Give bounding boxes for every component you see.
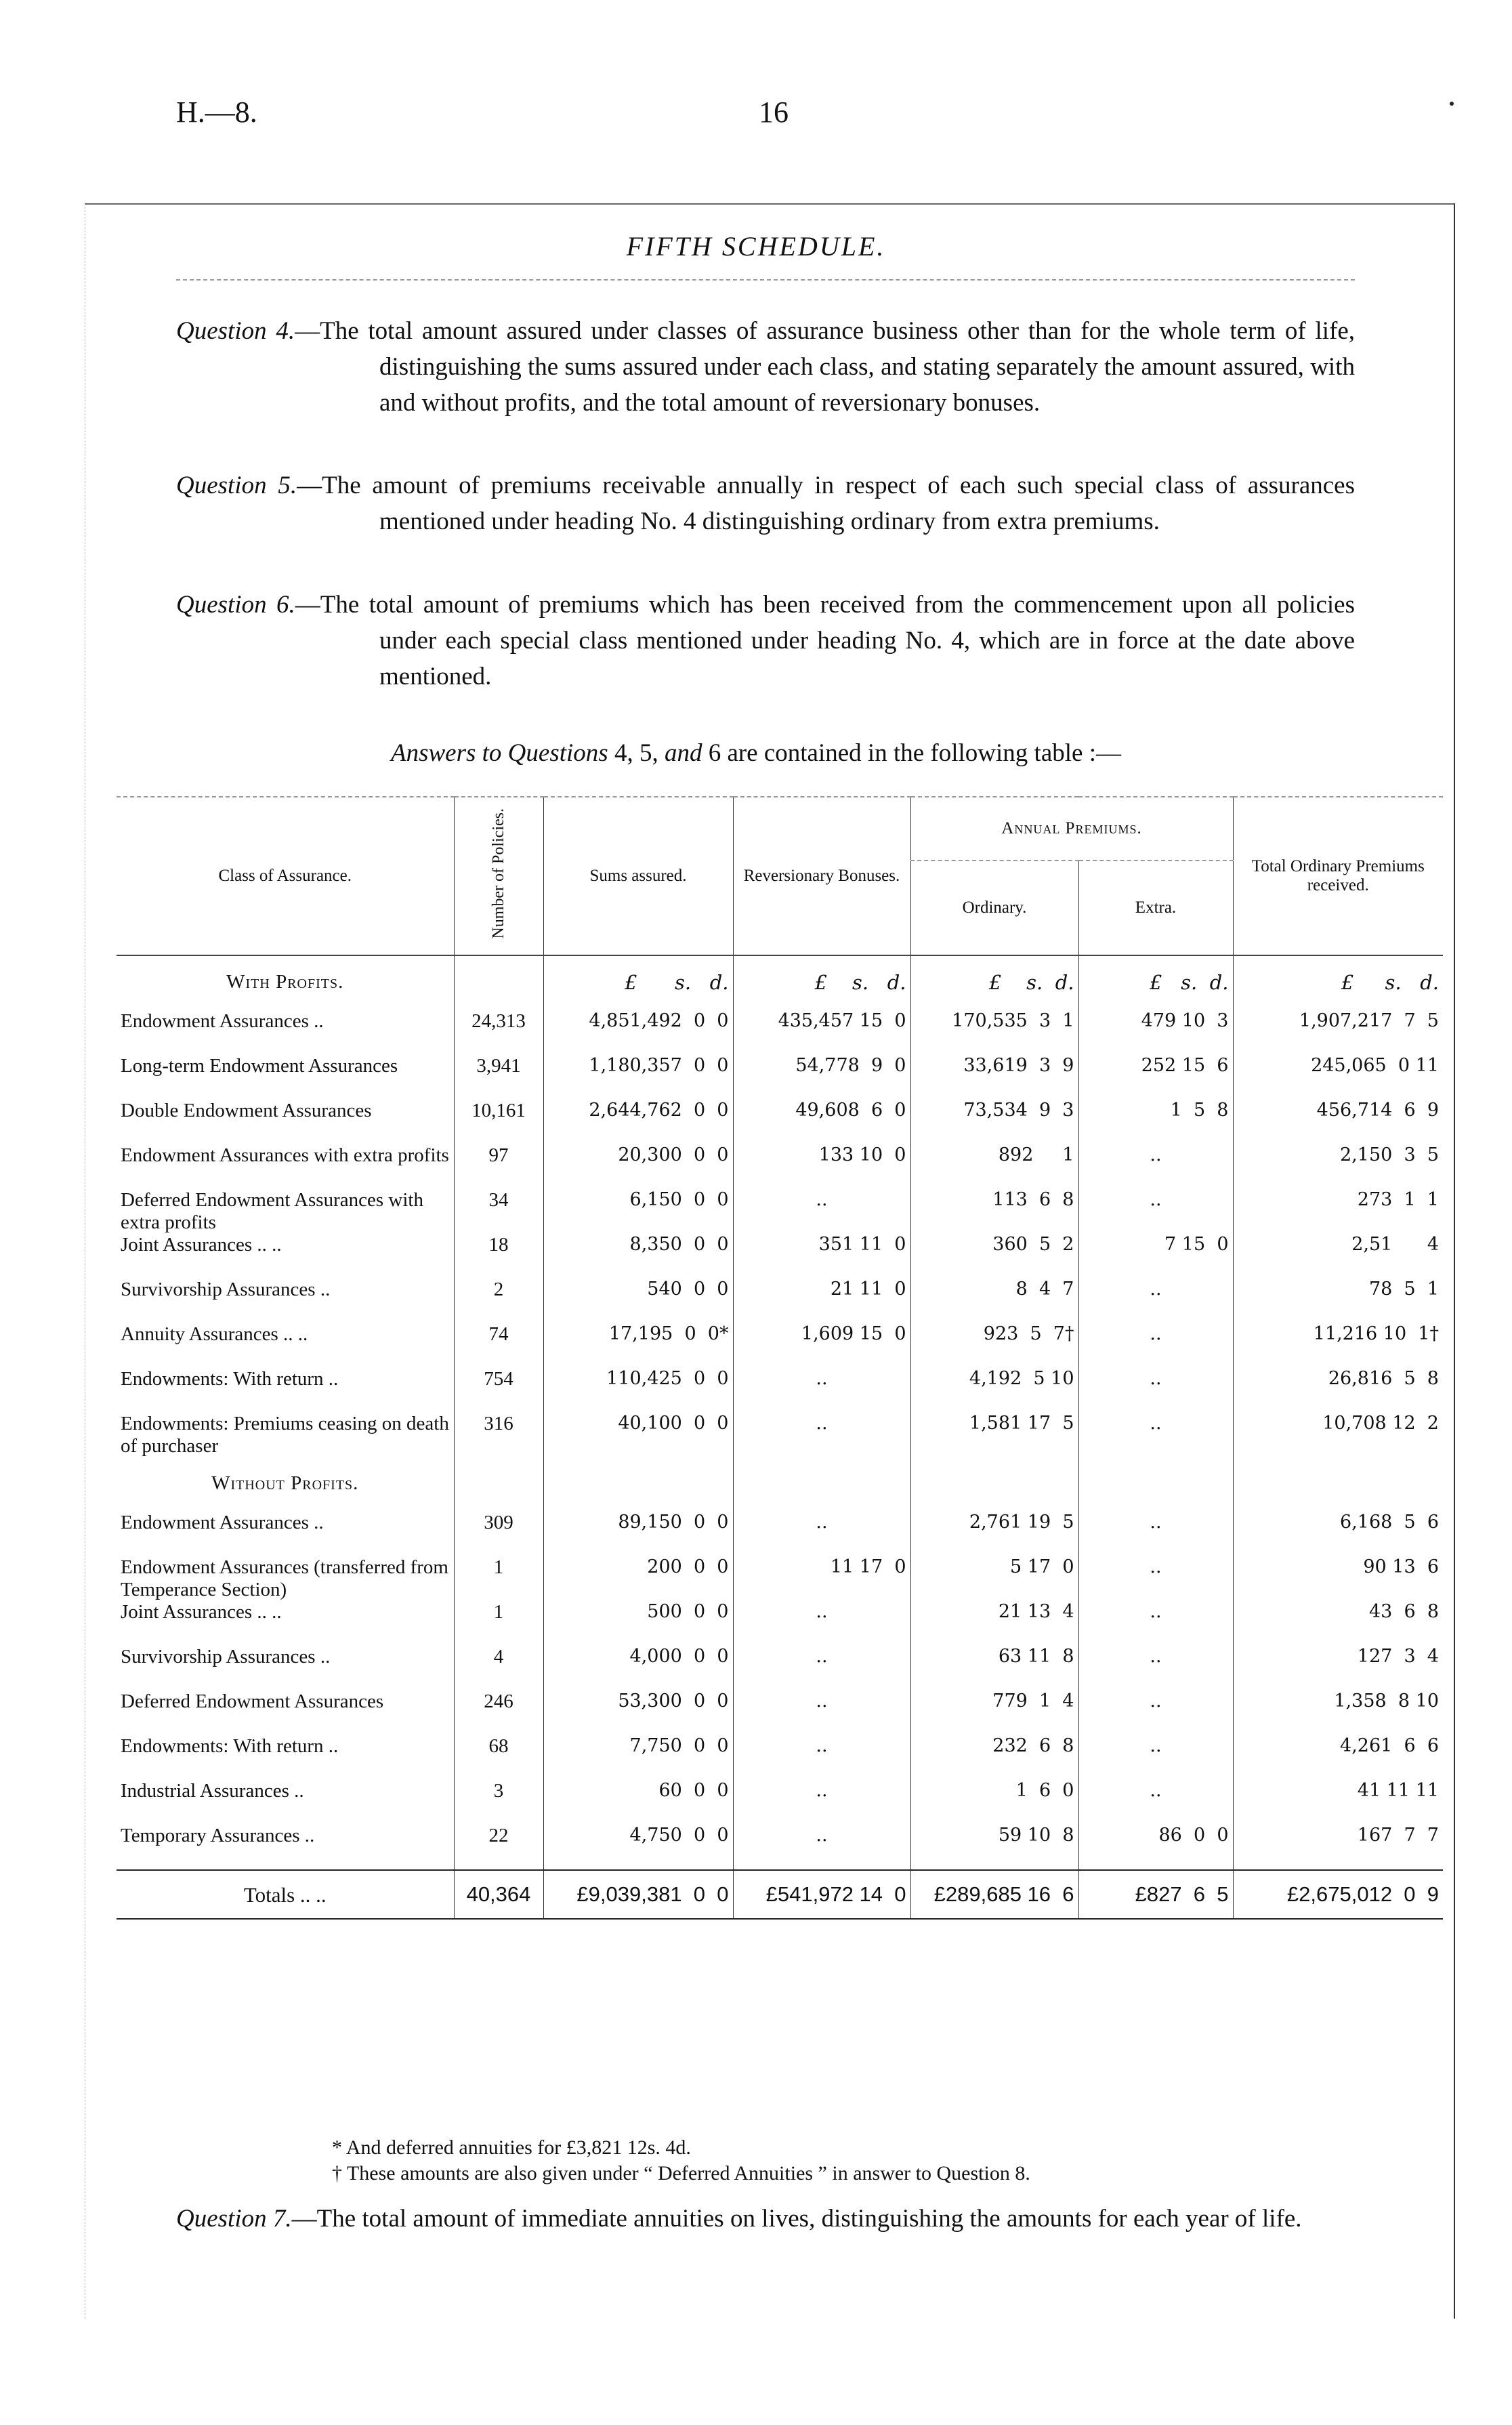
class-cell: Joint Assurances .. .. [121, 1601, 282, 1623]
bonus-cell: .. [733, 1368, 910, 1413]
sums-cell: 500 0 0 [543, 1601, 733, 1646]
extra-cell: .. [1078, 1512, 1233, 1556]
assurance-table [117, 796, 1443, 1920]
without-profits-rows [117, 1512, 1443, 1870]
table-row [117, 1780, 1443, 1825]
ordinary-cell: 21 13 4 [910, 1601, 1078, 1646]
unit-s: s. [852, 971, 869, 994]
total-cell: 127 3 4 [1233, 1646, 1443, 1691]
schedule-title: FIFTH SCHEDULE. [626, 231, 886, 262]
policies-cell: 309 [454, 1512, 543, 1556]
policies-cell: 18 [454, 1234, 543, 1279]
question-text: —The total amount of immediate annuities on lives, distinguishing the amounts for each year of life. [291, 2205, 1302, 2233]
ordinary-cell: 779 1 4 [910, 1691, 1078, 1735]
question-text: —The total amount of premiums which has been received from the commencement upon all policies under each special class mentioned under heading No. 4, which are in force at the date above mentioned. [295, 591, 1355, 690]
unit-pound: £ [625, 971, 637, 994]
table-row [117, 1735, 1443, 1780]
extra-cell: .. [1078, 1368, 1233, 1413]
table-row [117, 1055, 1443, 1100]
unit-pound: £ [1150, 971, 1162, 994]
ordinary-cell: 170,535 3 1 [910, 1010, 1078, 1055]
extra-cell: .. [1078, 1780, 1233, 1825]
totals-policies: 40,364 [454, 1870, 543, 1919]
class-cell: Endowment Assurances with extra profits [121, 1144, 449, 1166]
extra-cell: .. [1078, 1189, 1233, 1234]
question-label: Question 7. [176, 2205, 292, 2233]
sums-cell: 540 0 0 [543, 1279, 733, 1323]
intro-text: and [664, 739, 702, 767]
unit-s: s. [1385, 971, 1402, 994]
bonus-cell: 435,457 15 0 [733, 1010, 910, 1055]
header-class: Class of Assurance. [117, 797, 454, 955]
question-4 [176, 313, 1355, 421]
totals-total: £2,675,012 0 9 [1233, 1870, 1443, 1919]
total-cell: 1,358 8 10 [1233, 1691, 1443, 1735]
total-cell: 2,51 4 [1233, 1234, 1443, 1279]
totals-ordinary: £289,685 16 6 [910, 1870, 1078, 1919]
class-cell: Endowment Assurances .. [121, 1512, 324, 1533]
units [733, 955, 910, 1010]
table-row [117, 1100, 1443, 1144]
extra-cell: .. [1078, 1556, 1233, 1601]
ordinary-cell: 360 5 2 [910, 1234, 1078, 1279]
unit-d: d. [709, 971, 729, 994]
unit-s: s. [1181, 971, 1198, 994]
sums-cell: 4,851,492 0 0 [543, 1010, 733, 1055]
bonus-cell: .. [733, 1780, 910, 1825]
class-cell: Temporary Assurances .. [121, 1825, 315, 1846]
ordinary-cell: 1,581 17 5 [910, 1413, 1078, 1457]
section-with-profits [117, 955, 1443, 1010]
units [543, 955, 733, 1010]
class-cell: Long-term Endowment Assurances [121, 1055, 398, 1077]
speck-mark [1450, 102, 1454, 106]
table-row [117, 1144, 1443, 1189]
question-label: Question 6. [176, 591, 295, 619]
table-row [117, 1601, 1443, 1646]
total-cell: 11,216 10 1† [1233, 1323, 1443, 1368]
unit-d: d. [1209, 971, 1229, 994]
unit-d: d. [1420, 971, 1439, 994]
ordinary-cell: 892 1 [910, 1144, 1078, 1189]
total-cell: 4,261 6 6 [1233, 1735, 1443, 1780]
class-cell: Endowments: Premiums ceasing on death of purchaser [121, 1413, 449, 1457]
ordinary-cell: 5 17 0 [910, 1556, 1078, 1601]
unit-s: s. [674, 971, 692, 994]
bonus-cell: .. [733, 1512, 910, 1556]
extra-cell: 86 0 0 [1078, 1825, 1233, 1870]
totals-label: Totals .. .. [117, 1870, 454, 1919]
table-row [117, 1189, 1443, 1234]
policies-cell: 97 [454, 1144, 543, 1189]
extra-cell: 252 15 6 [1078, 1055, 1233, 1100]
footnote-dagger: † These amounts are also given under “ Deferred Annuities ” in answer to Question 8. [332, 2162, 1030, 2184]
section-label: Without Profits. [211, 1472, 359, 1494]
bonus-cell: 54,778 9 0 [733, 1055, 910, 1100]
sums-cell: 60 0 0 [543, 1780, 733, 1825]
sums-cell: 110,425 0 0 [543, 1368, 733, 1413]
policies-cell: 2 [454, 1279, 543, 1323]
units [1078, 955, 1233, 1010]
ordinary-cell: 8 4 7 [910, 1279, 1078, 1323]
units [1233, 955, 1443, 1010]
ordinary-cell: 63 11 8 [910, 1646, 1078, 1691]
policies-cell: 74 [454, 1323, 543, 1368]
title-rule [176, 279, 1355, 281]
class-cell: Survivorship Assurances .. [121, 1279, 331, 1300]
class-cell: Endowments: With return .. [121, 1368, 339, 1390]
class-cell: Joint Assurances .. .. [121, 1234, 282, 1256]
header-policies [454, 797, 543, 955]
total-cell: 90 13 6 [1233, 1556, 1443, 1601]
table-row [117, 1323, 1443, 1368]
bonus-cell: .. [733, 1825, 910, 1870]
sums-cell: 4,750 0 0 [543, 1825, 733, 1870]
total-cell: 273 1 1 [1233, 1189, 1443, 1234]
header-extra: Extra. [1078, 861, 1233, 955]
total-cell: 10,708 12 2 [1233, 1413, 1443, 1457]
totals-row [117, 1870, 1443, 1919]
header-policies-text: Number of Policies. [490, 808, 507, 939]
policies-cell: 316 [454, 1413, 543, 1457]
header-ordinary: Ordinary. [910, 861, 1078, 955]
table-row [117, 1010, 1443, 1055]
header-total: Total Ordinary Premiums received. [1233, 797, 1443, 955]
page-header [0, 95, 1512, 136]
total-cell: 41 11 11 [1233, 1780, 1443, 1825]
policies-cell: 22 [454, 1825, 543, 1870]
class-cell: Annuity Assurances .. .. [121, 1323, 308, 1345]
sums-cell: 40,100 0 0 [543, 1413, 733, 1457]
extra-cell: .. [1078, 1279, 1233, 1323]
bonus-cell: .. [733, 1735, 910, 1780]
question-label: Question 4. [176, 317, 295, 345]
bonus-cell: .. [733, 1646, 910, 1691]
unit-d: d. [887, 971, 906, 994]
total-cell: 456,714 6 9 [1233, 1100, 1443, 1144]
footnote-asterisk: * And deferred annuities for £3,821 12s. 4d. [332, 2136, 691, 2159]
class-cell: Endowments: With return .. [121, 1735, 339, 1757]
bonus-cell: .. [733, 1413, 910, 1457]
totals-sums: £9,039,381 0 0 [543, 1870, 733, 1919]
extra-cell: 479 10 3 [1078, 1010, 1233, 1055]
bonus-cell: .. [733, 1189, 910, 1234]
table-row [117, 1691, 1443, 1735]
unit-pound: £ [1341, 971, 1354, 994]
question-5 [176, 468, 1355, 539]
class-cell: Deferred Endowment Assurances [121, 1691, 384, 1712]
bonus-cell: 133 10 0 [733, 1144, 910, 1189]
total-cell: 78 5 1 [1233, 1279, 1443, 1323]
header-bonuses: Reversionary Bonuses. [733, 797, 910, 955]
bonus-cell: .. [733, 1691, 910, 1735]
extra-cell: .. [1078, 1735, 1233, 1780]
class-cell: Deferred Endowment Assurances with extra profits [121, 1189, 423, 1233]
bonus-cell: 11 17 0 [733, 1556, 910, 1601]
section-label: With Profits. [226, 971, 344, 993]
sums-cell: 4,000 0 0 [543, 1646, 733, 1691]
table-row [117, 1279, 1443, 1323]
extra-cell: .. [1078, 1691, 1233, 1735]
policies-cell: 68 [454, 1735, 543, 1780]
table-row [117, 1512, 1443, 1556]
bonus-cell: 351 11 0 [733, 1234, 910, 1279]
ordinary-cell: 113 6 8 [910, 1189, 1078, 1234]
extra-cell: .. [1078, 1601, 1233, 1646]
table-row [117, 1413, 1443, 1457]
bonus-cell: 49,608 6 0 [733, 1100, 910, 1144]
ordinary-cell: 73,534 9 3 [910, 1100, 1078, 1144]
with-profits-rows [117, 1010, 1443, 1457]
class-cell: Survivorship Assurances .. [121, 1646, 331, 1667]
question-6 [176, 587, 1355, 695]
extra-cell: .. [1078, 1413, 1233, 1457]
bonus-cell: 21 11 0 [733, 1279, 910, 1323]
extra-cell: .. [1078, 1323, 1233, 1368]
table-row [117, 1556, 1443, 1601]
totals-extra: £827 6 5 [1078, 1870, 1233, 1919]
unit-d: d. [1055, 971, 1074, 994]
total-cell: 2,150 3 5 [1233, 1144, 1443, 1189]
total-cell: 245,065 0 11 [1233, 1055, 1443, 1100]
question-label: Question 5. [176, 472, 297, 499]
sums-cell: 1,180,357 0 0 [543, 1055, 733, 1100]
sums-cell: 89,150 0 0 [543, 1512, 733, 1556]
total-cell: 167 7 7 [1233, 1825, 1443, 1870]
section-without-profits [117, 1457, 1443, 1512]
units [910, 955, 1078, 1010]
class-cell: Endowment Assurances .. [121, 1010, 324, 1032]
table-row [117, 1368, 1443, 1413]
totals-bonuses: £541,972 14 0 [733, 1870, 910, 1919]
ordinary-cell: 59 10 8 [910, 1825, 1078, 1870]
class-cell: Endowment Assurances (transferred from Temperance Section) [121, 1556, 448, 1600]
class-cell: Double Endowment Assurances [121, 1100, 372, 1121]
intro-text: 4, 5, [614, 739, 658, 767]
ordinary-cell: 2,761 19 5 [910, 1512, 1078, 1556]
policies-cell: 3 [454, 1780, 543, 1825]
intro-text: Answers to Questions [391, 739, 608, 767]
table-row [117, 1234, 1443, 1279]
sums-cell: 2,644,762 0 0 [543, 1100, 733, 1144]
total-cell: 6,168 5 6 [1233, 1512, 1443, 1556]
table-row [117, 1646, 1443, 1691]
question-text: —The total amount assured under classes of assurance business other than for the whole term of life, distinguishing the sums assured under each class, and stating separately the amount assured, with and without profits, and the total amount of reversionary bonuses. [295, 317, 1355, 417]
bonus-cell: .. [733, 1601, 910, 1646]
header-annual: Annual Premiums. [910, 797, 1233, 861]
extra-cell: 7 15 0 [1078, 1234, 1233, 1279]
unit-pound: £ [814, 971, 828, 994]
unit-pound: £ [988, 971, 1002, 994]
question-text: —The amount of premiums receivable annually in respect of each such special class of assurances mentioned under heading No. 4 distinguishing ordinary from extra premiums. [297, 472, 1355, 535]
policies-cell: 24,313 [454, 1010, 543, 1055]
table-intro [0, 739, 1512, 768]
page-reference: H.—8. [176, 96, 257, 129]
extra-cell: .. [1078, 1646, 1233, 1691]
page-number: 16 [759, 96, 789, 129]
total-cell: 1,907,217 7 5 [1233, 1010, 1443, 1055]
bonus-cell: 1,609 15 0 [733, 1323, 910, 1368]
ordinary-cell: 33,619 3 9 [910, 1055, 1078, 1100]
policies-cell: 1 [454, 1556, 543, 1601]
sums-cell: 17,195 0 0* [543, 1323, 733, 1368]
sums-cell: 6,150 0 0 [543, 1189, 733, 1234]
policies-cell: 246 [454, 1691, 543, 1735]
policies-cell: 4 [454, 1646, 543, 1691]
ordinary-cell: 1 6 0 [910, 1780, 1078, 1825]
extra-cell: 1 5 8 [1078, 1100, 1233, 1144]
question-7 [176, 2201, 1355, 2237]
policies-cell: 3,941 [454, 1055, 543, 1100]
intro-text: 6 are contained in the following table :— [708, 739, 1121, 767]
unit-s: s. [1026, 971, 1043, 994]
header-sums: Sums assured. [543, 797, 733, 955]
policies-cell: 754 [454, 1368, 543, 1413]
sums-cell: 8,350 0 0 [543, 1234, 733, 1279]
sums-cell: 200 0 0 [543, 1556, 733, 1601]
policies-cell: 1 [454, 1601, 543, 1646]
class-cell: Industrial Assurances .. [121, 1780, 304, 1802]
total-cell: 43 6 8 [1233, 1601, 1443, 1646]
sums-cell: 20,300 0 0 [543, 1144, 733, 1189]
policies-cell: 34 [454, 1189, 543, 1234]
sums-cell: 7,750 0 0 [543, 1735, 733, 1780]
policies-cell: 10,161 [454, 1100, 543, 1144]
ordinary-cell: 4,192 5 10 [910, 1368, 1078, 1413]
table-row [117, 1825, 1443, 1870]
extra-cell: .. [1078, 1144, 1233, 1189]
ordinary-cell: 923 5 7† [910, 1323, 1078, 1368]
ordinary-cell: 232 6 8 [910, 1735, 1078, 1780]
total-cell: 26,816 5 8 [1233, 1368, 1443, 1413]
sums-cell: 53,300 0 0 [543, 1691, 733, 1735]
